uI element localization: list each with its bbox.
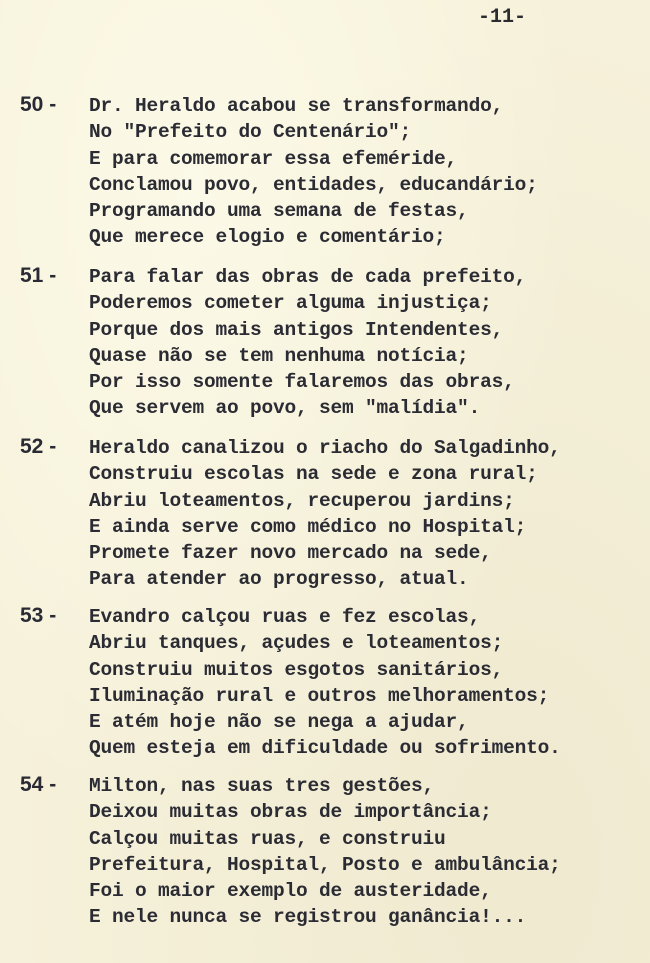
verse-line: E nele nunca se registrou ganância!... [89, 906, 527, 929]
verse-line: Que servem ao povo, sem "malídia". [89, 397, 481, 420]
verse-line: Heraldo canalizou o riacho do Salgadinho, [89, 437, 561, 459]
verse-line: No "Prefeito do Centenário"; [89, 121, 412, 144]
stanza-lines [89, 604, 561, 762]
verse-line: Construiu muitos esgotos sanitários, [89, 658, 504, 681]
verse-line: Prefeitura, Hospital, Posto e ambulância; [89, 853, 561, 876]
stanza-lines [89, 264, 526, 422]
stanza-lines [89, 435, 561, 593]
verse-line: Deixou muitas obras de importância; [89, 801, 492, 824]
verse-line: Calçou muitas ruas, e construiu [89, 827, 446, 850]
verse-line: E ainda serve como médico no Hospital; [89, 515, 527, 538]
verse-line: Foi o maior exemplo de austeridade, [89, 880, 492, 903]
stanza-lines [89, 93, 538, 251]
verse-line: Poderemos cometer alguma injustiça; [89, 292, 492, 315]
verse-line: Quem esteja em dificuldade ou sofrimento. [89, 737, 561, 760]
verse-line: Para atender ao progresso, atual. [89, 568, 469, 591]
verse-line: Por isso somente falaremos das obras, [89, 371, 515, 394]
verse-line: E atém hoje não se nega a ajudar, [89, 711, 469, 734]
stanza-number: 53 - [20, 604, 57, 627]
stanza-number: 52 - [20, 435, 57, 458]
verse-line: Dr. Heraldo acabou se transformando, [89, 95, 504, 117]
stanza-number: 51 - [20, 264, 57, 287]
verse-line: Evandro calçou ruas e fez escolas, [89, 606, 481, 628]
verse-line: E para comemorar essa efeméride, [89, 147, 458, 170]
verse-line: Construiu escolas na sede e zona rural; [89, 463, 538, 486]
stanza-lines [89, 773, 561, 931]
verse-line: Conclamou povo, entidades, educandário; [89, 173, 538, 196]
verse-line: Iluminação rural e outros melhoramentos; [89, 684, 550, 707]
verse-line: Milton, nas suas tres gestões, [89, 775, 435, 797]
verse-line: Quase não se tem nenhuma notícia; [89, 344, 469, 367]
verse-line: Promete fazer novo mercado na sede, [89, 542, 492, 565]
stanza-number: 50 - [20, 93, 57, 116]
verse-line: Porque dos mais antigos Intendentes, [89, 318, 504, 341]
verse-line: Para falar das obras de cada prefeito, [89, 266, 527, 288]
verse-line: Abriu loteamentos, recuperou jardins; [89, 489, 515, 512]
verse-line: Que merece elogio e comentário; [89, 226, 446, 249]
verse-line: Abriu tanques, açudes e loteamentos; [89, 632, 504, 655]
page-number: -11- [478, 6, 527, 29]
stanza-number: 54 - [20, 773, 57, 796]
verse-line: Programando uma semana de festas, [89, 200, 469, 223]
